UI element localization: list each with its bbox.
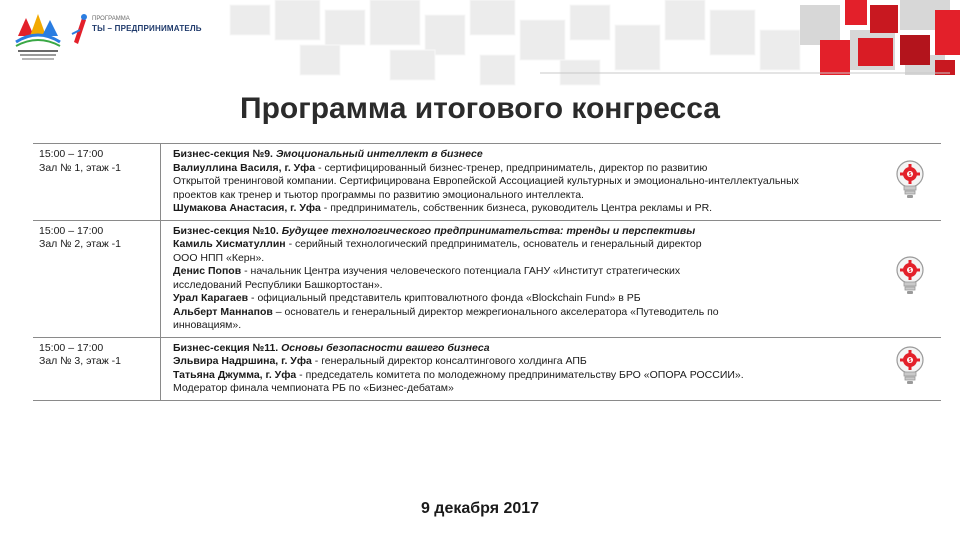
description-text: Модератор финала чемпионата РБ по «Бизнес-дебатам» — [173, 382, 454, 394]
description-line — [173, 382, 873, 396]
svg-text:$: $ — [908, 171, 912, 178]
description-text: - предприниматель, собственник бизнеса, руководитель Центра рекламы и PR. — [320, 202, 713, 214]
session-description — [161, 220, 880, 337]
session-row — [33, 337, 941, 400]
description-text: - официальный представитель криптовалютного фонда «Blockchain Fund» в РБ — [248, 292, 641, 304]
description-text: - генеральный директор консалтингового холдинга АПБ — [311, 355, 587, 367]
speaker-name: Денис Попов — [173, 265, 242, 277]
session-row — [33, 144, 941, 221]
description-text: Открытой тренинговой компании. Сертифицирована Европейской Ассоциацией культурных и эмоционально-интеллектуальных — [173, 175, 799, 187]
description-line — [173, 369, 873, 383]
description-text: - серийный технологический предприниматель, основатель и генеральный директор — [285, 238, 702, 250]
session-time: 15:00 – 17:00 — [39, 341, 104, 354]
page-title: Программа итогового конгресса — [240, 92, 720, 125]
description-line — [173, 225, 873, 239]
speaker-name: Татьяна Джумма, г. Уфа — [173, 368, 297, 381]
session-hall: Зал № 3, этаж -1 — [39, 355, 122, 367]
description-text: исследований Республики Башкортостан». — [173, 278, 383, 291]
speaker-name: Урал Карагаев — [173, 292, 249, 304]
description-text: - сертифицированный бизнес-тренер, предприниматель, директор по развитию — [315, 161, 708, 174]
section-topic: Будущее технологического предпринимательства: тренды и перспективы — [281, 224, 696, 237]
section-topic: Эмоциональный интеллект в бизнесе — [275, 148, 483, 160]
session-description — [161, 337, 880, 400]
description-line — [173, 189, 873, 203]
svg-text:$: $ — [908, 358, 912, 365]
description-line — [173, 279, 873, 293]
session-icon-cell — [879, 144, 941, 221]
speaker-name: Бизнес-секция №9. — [173, 148, 276, 160]
lightbulb-gear-icon — [893, 345, 927, 387]
speaker-name: Бизнес-секция №11. — [173, 341, 282, 354]
program-logo — [70, 12, 220, 52]
session-time-cell — [33, 220, 161, 337]
session-time: 15:00 – 17:00 — [39, 224, 104, 237]
description-text: - начальник Центра изучения человеческого потенциала ГАНУ «Институт стратегических — [241, 265, 681, 277]
description-text: проектов как тренер и тьютор программы по развитию эмоционального интеллекта. — [173, 188, 584, 201]
session-hall: Зал № 1, этаж -1 — [39, 161, 122, 174]
program-label-small: ПРОГРАММА — [92, 16, 130, 22]
section-topic: Основы безопасности вашего бизнеса — [281, 341, 490, 354]
description-line — [173, 342, 873, 356]
description-line — [173, 252, 873, 266]
description-text: - председатель комитета по молодежному предпринимательству БРО «ОПОРА РОССИИ». — [296, 368, 744, 381]
event-date: 9 декабря 2017 — [420, 500, 540, 517]
session-time: 15:00 – 17:00 — [39, 148, 104, 160]
speaker-name: Валиуллина Василя, г. Уфа — [173, 161, 316, 174]
program-table — [33, 143, 941, 401]
lightbulb-gear-icon — [893, 255, 927, 297]
description-line — [173, 306, 873, 320]
emblem-logo — [8, 6, 68, 66]
description-line — [173, 319, 873, 333]
speaker-name: Бизнес-секция №10. — [173, 224, 282, 237]
description-text: инновациям». — [173, 319, 242, 331]
description-text: ООО НПП «Керн». — [173, 251, 265, 264]
description-line — [173, 175, 873, 189]
session-time-cell — [33, 337, 161, 400]
session-description — [161, 144, 880, 221]
description-text: – основатель и генеральный директор межрегионального акселератора «Путеводитель по — [272, 305, 719, 318]
program-name: ТЫ – ПРЕДПРИНИМАТЕЛЬ — [92, 24, 202, 33]
svg-text:$: $ — [908, 268, 912, 275]
description-line — [173, 292, 873, 306]
session-icon-cell — [879, 337, 941, 400]
session-row — [33, 220, 941, 337]
speaker-name: Эльвира Надршина, г. Уфа — [173, 355, 312, 367]
description-line — [173, 238, 873, 252]
speaker-name: Альберт Маннапов — [173, 305, 273, 318]
description-line — [173, 265, 873, 279]
speaker-name: Камиль Хисматуллин — [173, 238, 286, 250]
speaker-name: Шумакова Анастасия, г. Уфа — [173, 202, 321, 214]
session-time-cell — [33, 144, 161, 221]
description-line — [173, 202, 873, 216]
lightbulb-gear-icon — [893, 159, 927, 201]
session-hall: Зал № 2, этаж -1 — [39, 238, 122, 250]
program-logo-icon — [70, 12, 90, 48]
description-line — [173, 355, 873, 369]
session-icon-cell — [879, 220, 941, 337]
description-line — [173, 148, 873, 162]
description-line — [173, 162, 873, 176]
